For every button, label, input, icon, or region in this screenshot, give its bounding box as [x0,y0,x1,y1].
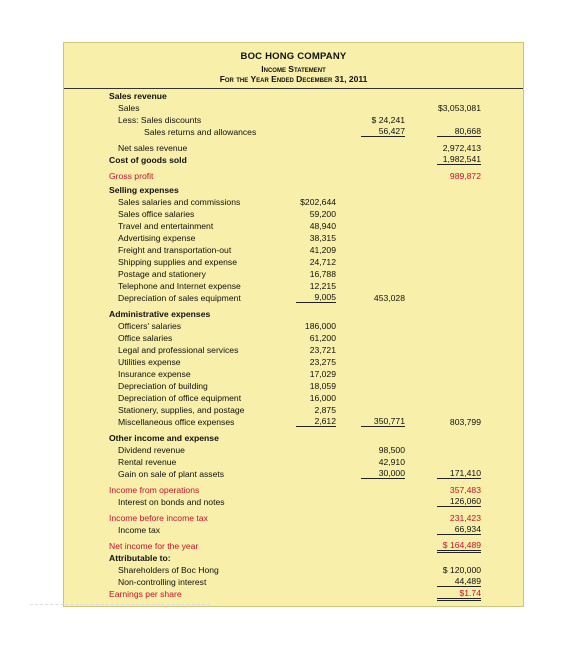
statement-row [64,126,523,138]
statement-row [64,404,523,416]
row-amount-c1: 17,029 [309,369,336,379]
row-amount-c2: 30,000 [361,468,405,479]
row-label: Miscellaneous office expenses [118,417,235,427]
statement-row [64,380,523,392]
row-amount-c1: 24,712 [309,257,336,267]
statement-row [64,540,523,552]
statement-row [64,344,523,356]
statement-row [64,552,523,564]
header-rule [64,88,523,89]
row-label: Stationery, supplies, and postage [118,405,245,415]
statement-title: Income Statement [261,64,326,74]
row-amount-c3: 231,423 [449,513,481,523]
row-label: Depreciation of building [118,381,208,391]
row-label: Less: Sales discounts [118,115,202,125]
row-amount-c3: $1.74 [437,588,481,601]
statement-row [64,220,523,232]
statement-row [64,196,523,208]
row-label: Sales salaries and commissions [118,197,241,207]
company-name: BOC HONG COMPANY [240,51,347,62]
income-statement-page [63,42,524,607]
row-amount-c3: 989,872 [449,171,481,181]
row-amount-c3: 2,972,413 [442,143,481,153]
row-amount-c1: 12,215 [309,281,336,291]
statement-row [64,484,523,496]
row-label: Earnings per share [109,589,182,599]
row-label: Gross profit [109,171,154,181]
statement-row [64,114,523,126]
row-amount-c1: $202,644 [300,197,336,207]
row-amount-c3: 66,934 [437,524,481,535]
row-label: Selling expenses [109,185,179,195]
statement-row [64,268,523,280]
row-amount-c2: 98,500 [378,445,405,455]
statement-row [64,184,523,196]
row-label: Income from operations [109,485,200,495]
row-label: Attributable to: [109,553,171,563]
statement-row [64,576,523,588]
statement-row [64,332,523,344]
row-label: Other income and expense [109,433,219,443]
row-label: Utilities expense [118,357,181,367]
row-amount-c1: 16,000 [309,393,336,403]
row-label: Office salaries [118,333,173,343]
row-amount-c1: 59,200 [309,209,336,219]
row-amount-c1: 41,209 [309,245,336,255]
statement-row [64,90,523,102]
row-label: Sales office salaries [118,209,195,219]
statement-row [64,368,523,380]
statement-row [64,392,523,404]
row-amount-c3: 44,489 [437,576,481,587]
statement-row [64,512,523,524]
statement-row [64,432,523,444]
statement-row [64,170,523,182]
row-label: Non-controlling interest [118,577,207,587]
row-label: Travel and entertainment [118,221,214,231]
statement-row [64,244,523,256]
row-amount-c2: 56,427 [361,126,405,137]
row-amount-c1: 61,200 [309,333,336,343]
statement-row [64,102,523,114]
row-label: Interest on bonds and notes [118,497,225,507]
row-label: Cost of goods sold [109,155,187,165]
statement-row [64,468,523,480]
row-label: Sales revenue [109,91,167,101]
row-label: Freight and transportation-out [118,245,232,255]
row-amount-c1: 23,275 [309,357,336,367]
row-label: Income tax [118,525,161,535]
row-amount-c1: 23,721 [309,345,336,355]
statement-row [64,256,523,268]
row-amount-c3: 803,799 [449,417,481,427]
row-amount-c3: 171,410 [437,468,481,479]
row-label: Rental revenue [118,457,177,467]
row-label: Insurance expense [118,369,191,379]
row-label: Administrative expenses [109,309,211,319]
row-label: Postage and stationery [118,269,206,279]
row-amount-c1: 9,005 [296,292,336,303]
row-label: Sales returns and allowances [144,127,257,137]
row-label: Depreciation of sales equipment [118,293,241,303]
row-amount-c1: 2,612 [296,416,336,427]
row-label: Income before income tax [109,513,208,523]
row-amount-c2: 453,028 [373,293,405,303]
row-amount-c2: 350,771 [361,416,405,427]
statement-row [64,320,523,332]
row-amount-c2: 42,910 [378,457,405,467]
row-label: Depreciation of office equipment [118,393,242,403]
row-label: Gain on sale of plant assets [118,469,225,479]
row-amount-c2: $ 24,241 [371,115,405,125]
statement-row [64,588,523,600]
statement-row [64,416,523,428]
row-amount-c1: 38,315 [309,233,336,243]
statement-row [64,142,523,154]
row-label: Legal and professional services [118,345,239,355]
statement-row [64,456,523,468]
row-label: Shareholders of Boc Hong [118,565,219,575]
row-amount-c3: $3,053,081 [437,103,481,113]
statement-row [64,444,523,456]
row-label: Officers' salaries [118,321,182,331]
row-amount-c3: 80,668 [437,126,481,137]
row-label: Shipping supplies and expense [118,257,237,267]
row-amount-c3: 1,982,541 [437,154,481,165]
statement-row [64,496,523,508]
row-amount-c1: 2,875 [314,405,336,415]
row-amount-c1: 18,059 [309,381,336,391]
row-amount-c3: $ 120,000 [442,565,481,575]
statement-row [64,208,523,220]
row-amount-c1: 186,000 [304,321,336,331]
row-amount-c1: 16,788 [309,269,336,279]
row-amount-c3: $ 164,489 [437,540,481,553]
statement-row [64,356,523,368]
statement-row [64,308,523,320]
statement-row [64,564,523,576]
row-label: Sales [118,103,140,113]
row-amount-c3: 357,483 [449,485,481,495]
statement-row [64,524,523,536]
statement-row [64,280,523,292]
footer-divider [30,604,210,605]
statement-row [64,154,523,166]
row-label: Telephone and Internet expense [118,281,241,291]
row-amount-c3: 126,060 [437,496,481,507]
row-label: Net income for the year [109,541,199,551]
row-amount-c1: 48,940 [309,221,336,231]
row-label: Net sales revenue [118,143,188,153]
row-label: Dividend revenue [118,445,185,455]
statement-row [64,292,523,304]
statement-row [64,232,523,244]
statement-period: For the Year Ended December 31, 2011 [219,74,368,84]
row-label: Advertising expense [118,233,196,243]
